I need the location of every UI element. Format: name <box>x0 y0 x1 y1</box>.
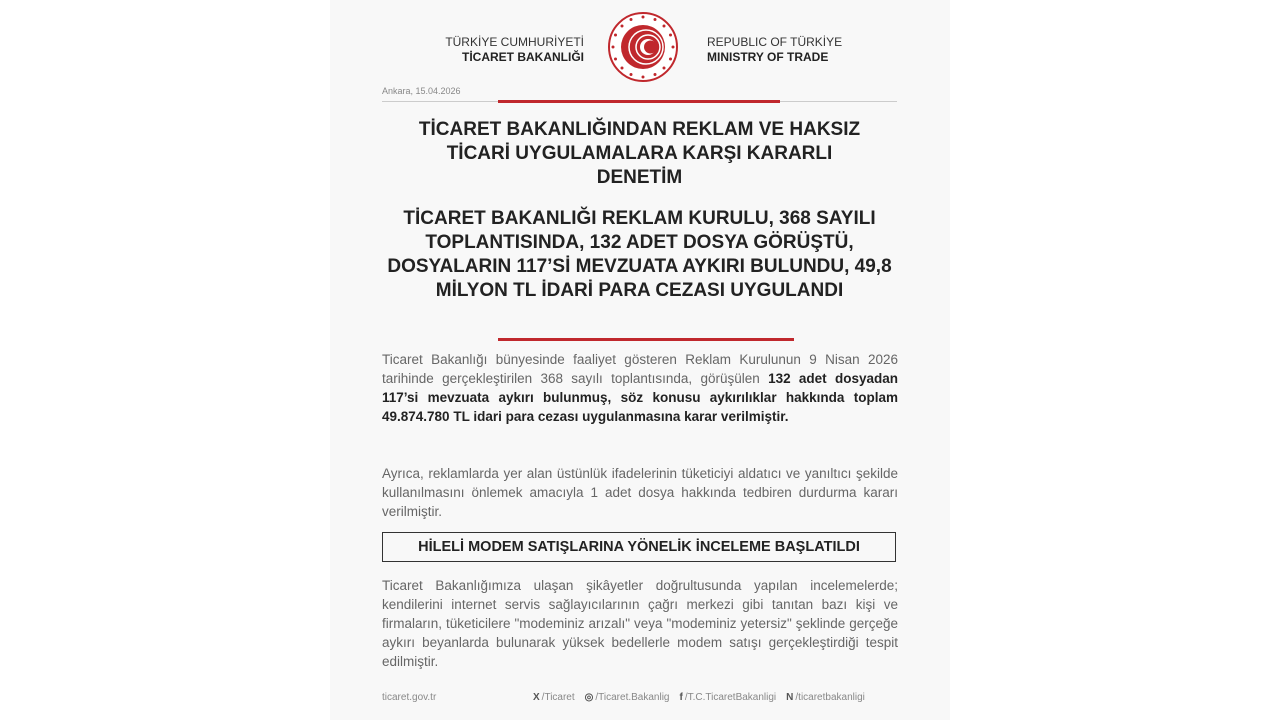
instagram-link[interactable] <box>585 692 670 703</box>
header-right-line1: REPUBLIC OF TÜRKİYE <box>707 35 843 49</box>
website-link[interactable]: ticaret.gov.tr <box>382 692 437 703</box>
instagram-handle: /Ticaret.Bakanlig <box>595 692 670 703</box>
social-links <box>533 692 865 703</box>
subtitle-red-divider <box>498 338 794 341</box>
press-subtitle: TİCARET BAKANLIĞI REKLAM KURULU, 368 SAYILI TOPLANTISINDA, 132 ADET DOSYA GÖRÜŞTÜ, DOSYALARIN 117’Sİ MEVZUATA AYKIRI BULUNDU, 49,8 MİLYON TL İDARİ PARA CEZASI UYGULANDI <box>387 208 892 301</box>
nsosyal-icon: N <box>786 692 794 703</box>
date-location: Ankara, 15.04.2026 <box>382 86 461 96</box>
paragraph-2: Ayrıca, reklamlarda yer alan üstünlük ifadelerinin tüketiciyi aldatıcı ve yanıltıcı şekilde kullanılmasını önlemek amacıyla 1 adet dosya hakkında tedbiren durdurma kararı verilmiştir. <box>382 466 898 519</box>
x-handle: /Ticaret <box>541 692 575 703</box>
paragraph-1-bold: 132 adet dosyadan 117’si mevzuata aykırı bulunmuş, söz konusu aykırılıklar hakkında toplam 49.874.780 TL idari para cezası uygulanmasına karar verilmiştir. <box>382 371 898 424</box>
section-heading: HİLELİ MODEM SATIŞLARINA YÖNELİK İNCELEME BAŞLATILDI <box>382 532 896 562</box>
header-left <box>442 35 584 65</box>
press-title: TİCARET BAKANLIĞINDAN REKLAM VE HAKSIZ TİCARİ UYGULAMALARA KARŞI KARARLI DENETİM <box>418 119 861 188</box>
facebook-handle: /T.C.TicaretBakanligi <box>684 692 777 703</box>
paragraph-1 <box>382 350 898 426</box>
facebook-link[interactable] <box>679 692 776 703</box>
header-left-line1: TÜRKİYE CUMHURİYETİ <box>445 35 584 49</box>
press-release-page <box>330 0 950 720</box>
header-right-line2: MINISTRY OF TRADE <box>707 50 829 64</box>
nsosyal-handle: /ticaretbakanligi <box>795 692 865 703</box>
paragraph-3: Ticaret Bakanlığımıza ulaşan şikâyetler doğrultusunda yapılan incelemelerde; kendilerini internet servis sağlayıcılarının çağrı merkezi gibi tanıtan bazı kişi ve firmaların, tüketicilere "modeminiz arızalı" veya "modeminiz yetersiz" şeklinde gerçeğe aykırı beyanlarda bulunarak yüksek bedellerle modem satışı gerçekleştirdiği tespit edilmiştir. <box>382 578 898 669</box>
x-link[interactable] <box>533 692 575 703</box>
header-right <box>707 35 842 65</box>
header-left-line2: TİCARET BAKANLIĞI <box>462 50 584 64</box>
header-red-divider <box>498 100 780 103</box>
paragraph-1-text: Ticaret Bakanlığı bünyesinde faaliyet gösteren Reklam Kurulunun 9 Nisan 2026 tarihinde gerçekleştirilen 368 sayılı toplantısında, görüşülen <box>382 352 898 386</box>
facebook-icon: f <box>679 692 683 703</box>
instagram-icon: ◎ <box>584 692 594 703</box>
nsosyal-link[interactable] <box>786 692 865 703</box>
ministry-emblem-logo <box>607 11 679 83</box>
x-icon: X <box>533 692 540 703</box>
